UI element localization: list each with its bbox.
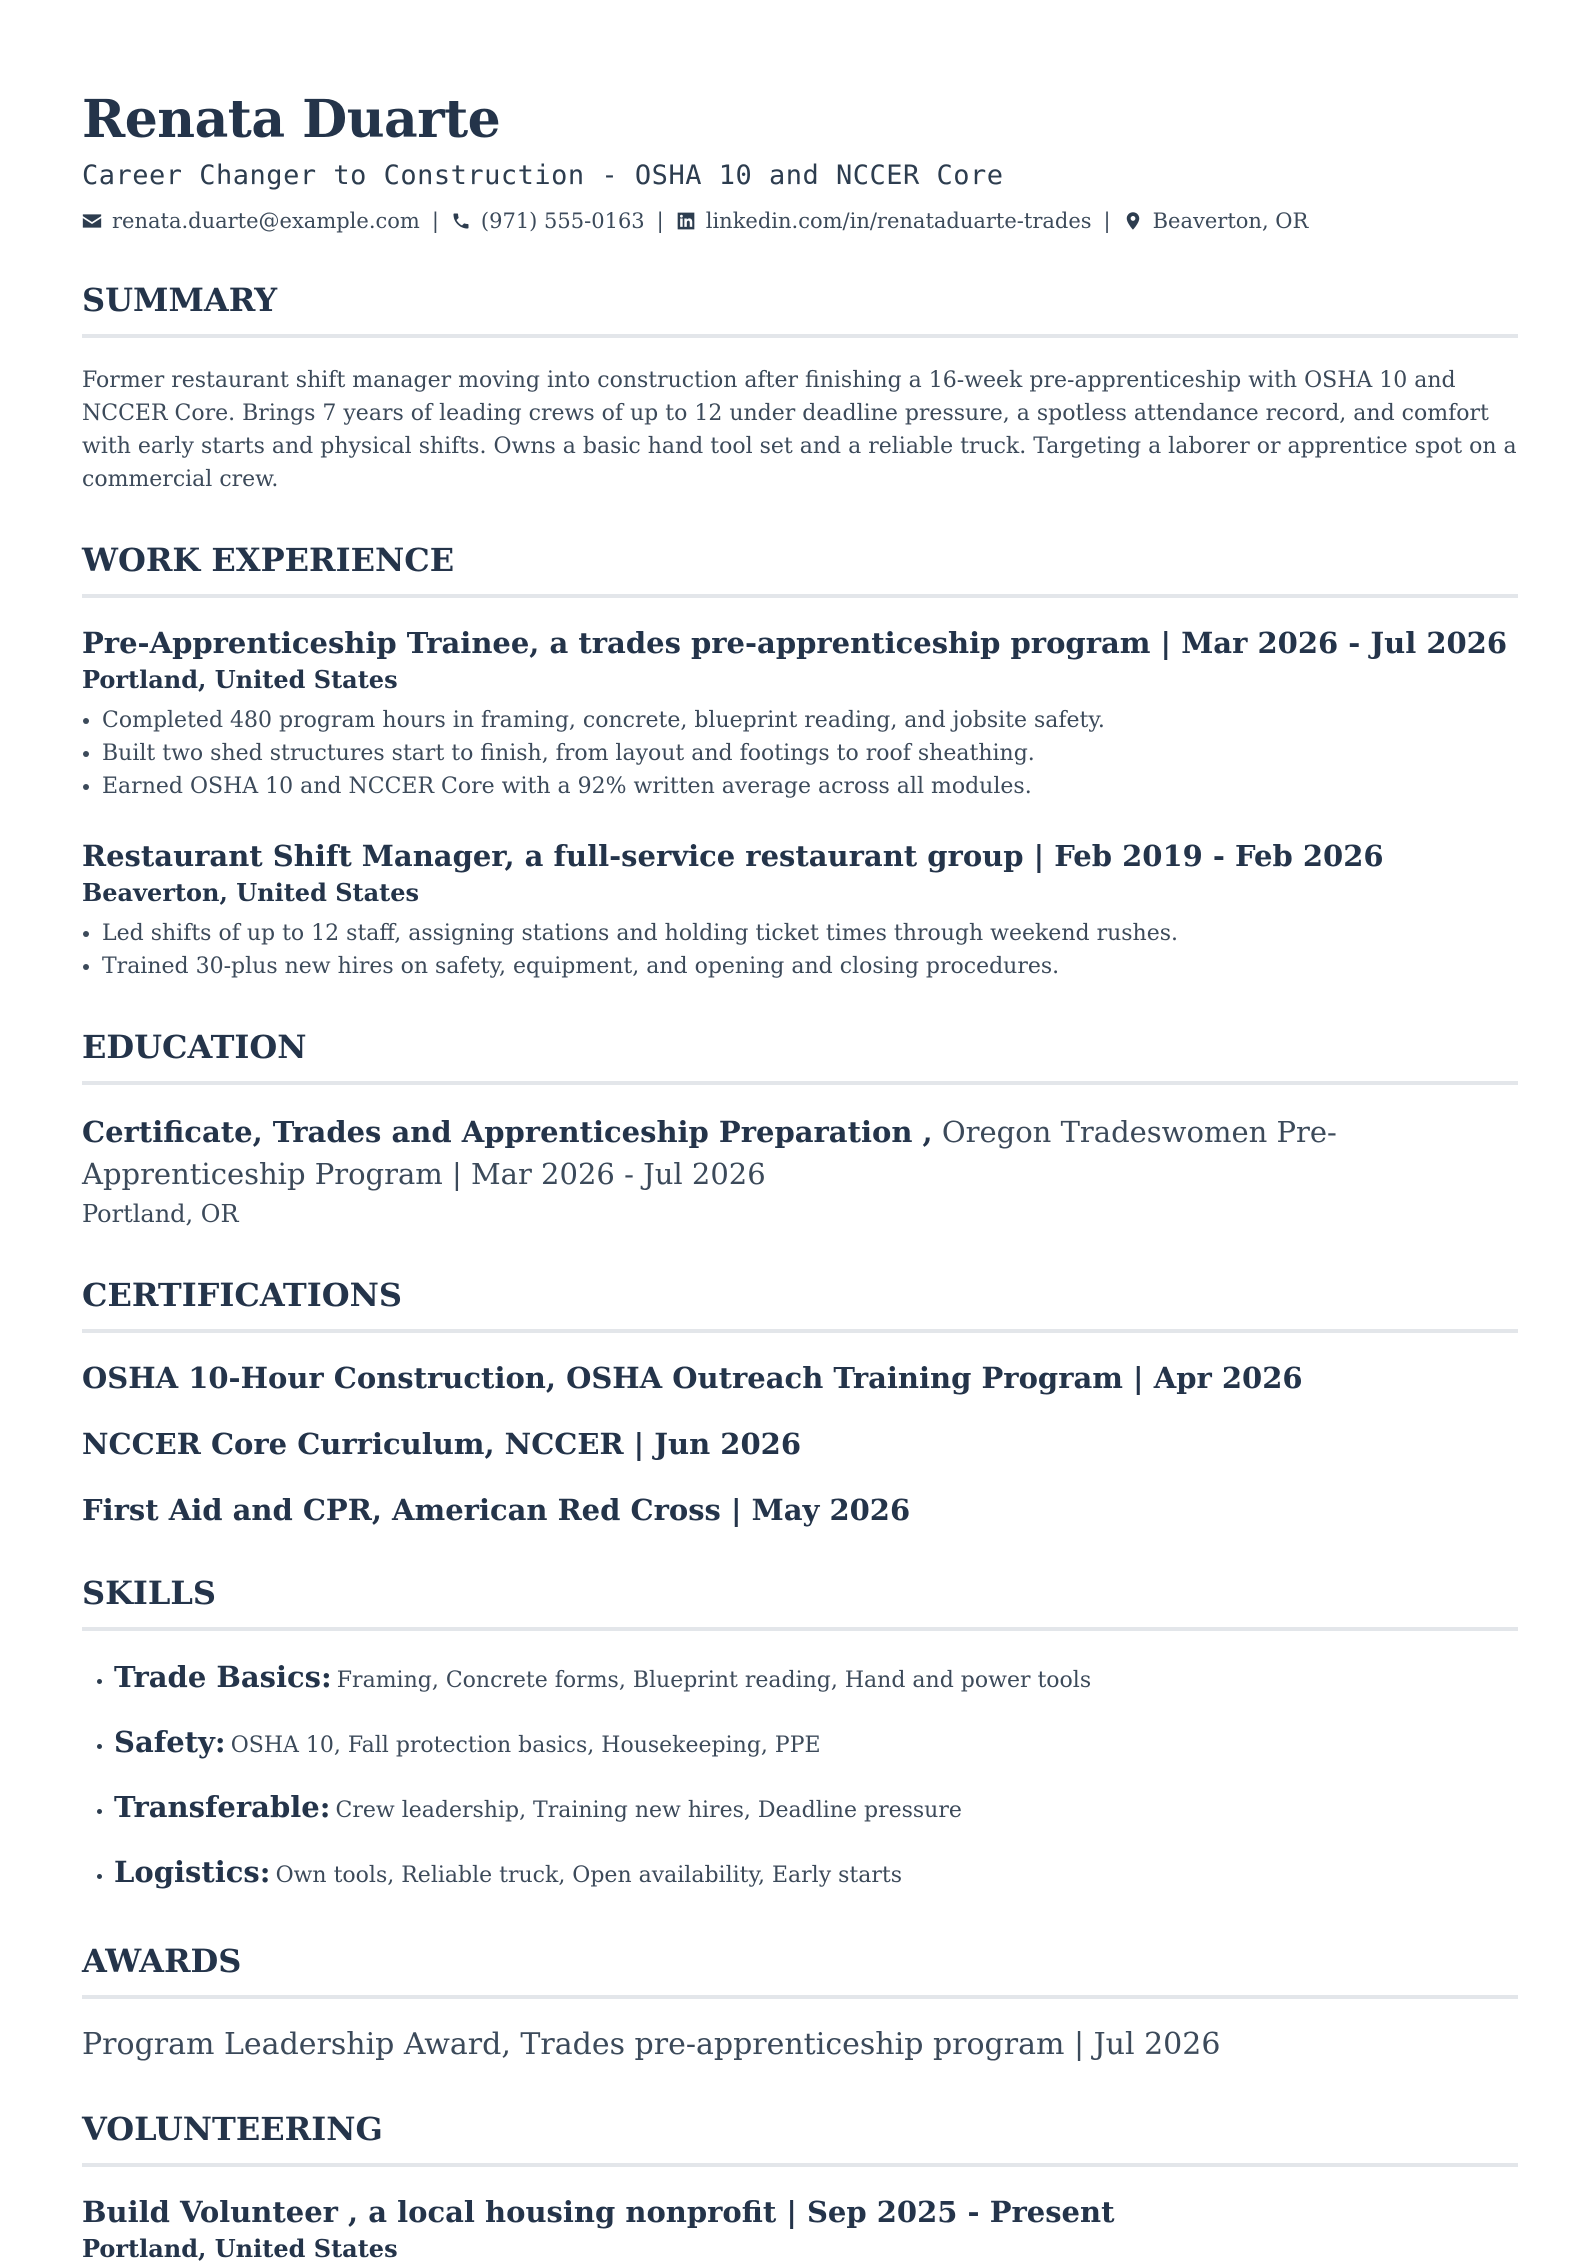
volunteering-section: [82, 2109, 1518, 2265]
skill-value: Own tools, Reliable truck, Open availability, Early starts: [275, 1863, 903, 1888]
location-text: Beaverton, OR: [1152, 209, 1309, 233]
section-divider: [82, 1329, 1518, 1333]
skill-label: Trade Basics:: [114, 1660, 332, 1694]
map-pin-icon: [1123, 211, 1143, 231]
awards-section: [82, 1941, 1518, 2065]
phone-icon: [451, 211, 471, 231]
skill-value: Crew leadership, Training new hires, Deadline pressure: [335, 1798, 962, 1823]
linkedin-text: linkedin.com/in/renataduarte-trades: [705, 209, 1092, 233]
list-item: • Led shifts of up to 12 staff, assigning stations and holding ticket times through weekend rushes.: [102, 917, 1518, 950]
job-title: Pre-Apprenticeship Trainee, a trades pre-apprenticeship program | Mar 2026 - Jul 2026: [82, 626, 1508, 660]
job-location: Portland, United States: [82, 665, 398, 694]
summary-section: [82, 280, 1518, 496]
skill-label: Transferable:: [114, 1790, 331, 1824]
education-degree: Certificate, Trades and Apprenticeship Preparation ,: [82, 1115, 933, 1149]
list-item: • Trained 30-plus new hires on safety, equipment, and opening and closing procedures.: [102, 950, 1518, 983]
education-location: Portland, OR: [82, 1200, 239, 1228]
experience-section: [82, 540, 1518, 983]
contact-phone[interactable]: [451, 206, 645, 236]
resume-page: [82, 88, 1518, 2265]
section-divider: [82, 594, 1518, 598]
certification-item: NCCER Core Curriculum, NCCER | Jun 2026: [82, 1427, 801, 1461]
candidate-headline: Career Changer to Construction - OSHA 10 and NCCER Core: [82, 160, 1004, 191]
section-divider: [82, 334, 1518, 338]
contact-location: [1123, 206, 1309, 236]
education-entry: [82, 1111, 1518, 1195]
phone-text: (971) 555-0163: [480, 209, 645, 233]
skill-label: Logistics:: [114, 1855, 271, 1889]
list-item: • Built two shed structures start to finish, from layout and footings to roof sheathing.: [102, 737, 1518, 770]
section-title: SKILLS: [82, 1574, 216, 1612]
contact-separator: |: [1103, 209, 1111, 233]
contact-linkedin[interactable]: [676, 206, 1092, 236]
education-section: [82, 1027, 1518, 1231]
contact-email[interactable]: [82, 206, 420, 236]
skill-item: [114, 1722, 1518, 1767]
list-item: • Earned OSHA 10 and NCCER Core with a 92% written average across all modules.: [102, 770, 1518, 803]
education-details: Oregon Tradeswomen Pre-Apprenticeship Program | Mar 2026 - Jul 2026: [82, 1115, 1337, 1191]
job-title: Restaurant Shift Manager, a full-service restaurant group | Feb 2019 - Feb 2026: [82, 839, 1384, 873]
email-text: renata.duarte@example.com: [112, 209, 420, 233]
summary-text: Former restaurant shift manager moving into construction after finishing a 16-week pre-apprenticeship with OSHA 10 and NCCER Core. Brings 7 years of leading crews of up to 12 under deadline pressure, a spotless attendance record, and comfort with early starts and physical shifts. Owns a basic hand tool set and a reliable truck. Targeting a laborer or apprentice spot on a commercial crew.: [82, 368, 1517, 492]
section-title: EDUCATION: [82, 1028, 307, 1066]
skill-label: Safety:: [114, 1725, 226, 1759]
job-entry: [82, 624, 1518, 803]
job-bullets: [82, 704, 1518, 803]
linkedin-icon: [676, 211, 696, 231]
skills-list: [82, 1657, 1518, 1897]
skill-item: [114, 1852, 1518, 1897]
job-bullets: [82, 917, 1518, 983]
candidate-name: Renata Duarte: [82, 89, 501, 150]
section-title: SUMMARY: [82, 281, 278, 319]
skill-value: OSHA 10, Fall protection basics, Housekeeping, PPE: [230, 1733, 821, 1758]
certification-item: OSHA 10-Hour Construction, OSHA Outreach Training Program | Apr 2026: [82, 1361, 1303, 1395]
contact-separator: |: [431, 209, 439, 233]
section-divider: [82, 2163, 1518, 2167]
section-divider: [82, 1627, 1518, 1631]
skills-section: [82, 1573, 1518, 1897]
section-title: WORK EXPERIENCE: [82, 541, 455, 579]
contact-separator: |: [656, 209, 664, 233]
contact-bar: [82, 206, 1518, 236]
skill-item: [114, 1787, 1518, 1832]
certification-item: First Aid and CPR, American Red Cross | May 2026: [82, 1493, 911, 1527]
job-location: Beaverton, United States: [82, 878, 420, 907]
list-item: • Completed 480 program hours in framing, concrete, blueprint reading, and jobsite safety.: [102, 704, 1518, 737]
section-divider: [82, 1995, 1518, 1999]
volunteer-role: Build Volunteer , a local housing nonprofit | Sep 2025 - Present: [82, 2195, 1115, 2229]
envelope-icon: [82, 211, 102, 231]
skill-value: Framing, Concrete forms, Blueprint reading, Hand and power tools: [336, 1668, 1092, 1693]
award-item: Program Leadership Award, Trades pre-apprenticeship program | Jul 2026: [82, 2027, 1221, 2062]
section-divider: [82, 1081, 1518, 1085]
section-title: CERTIFICATIONS: [82, 1276, 402, 1314]
certifications-section: [82, 1275, 1518, 1529]
section-title: AWARDS: [82, 1942, 242, 1980]
volunteer-location: Portland, United States: [82, 2234, 398, 2263]
job-entry: [82, 837, 1518, 983]
section-title: VOLUNTEERING: [82, 2110, 383, 2148]
skill-item: [114, 1657, 1518, 1702]
